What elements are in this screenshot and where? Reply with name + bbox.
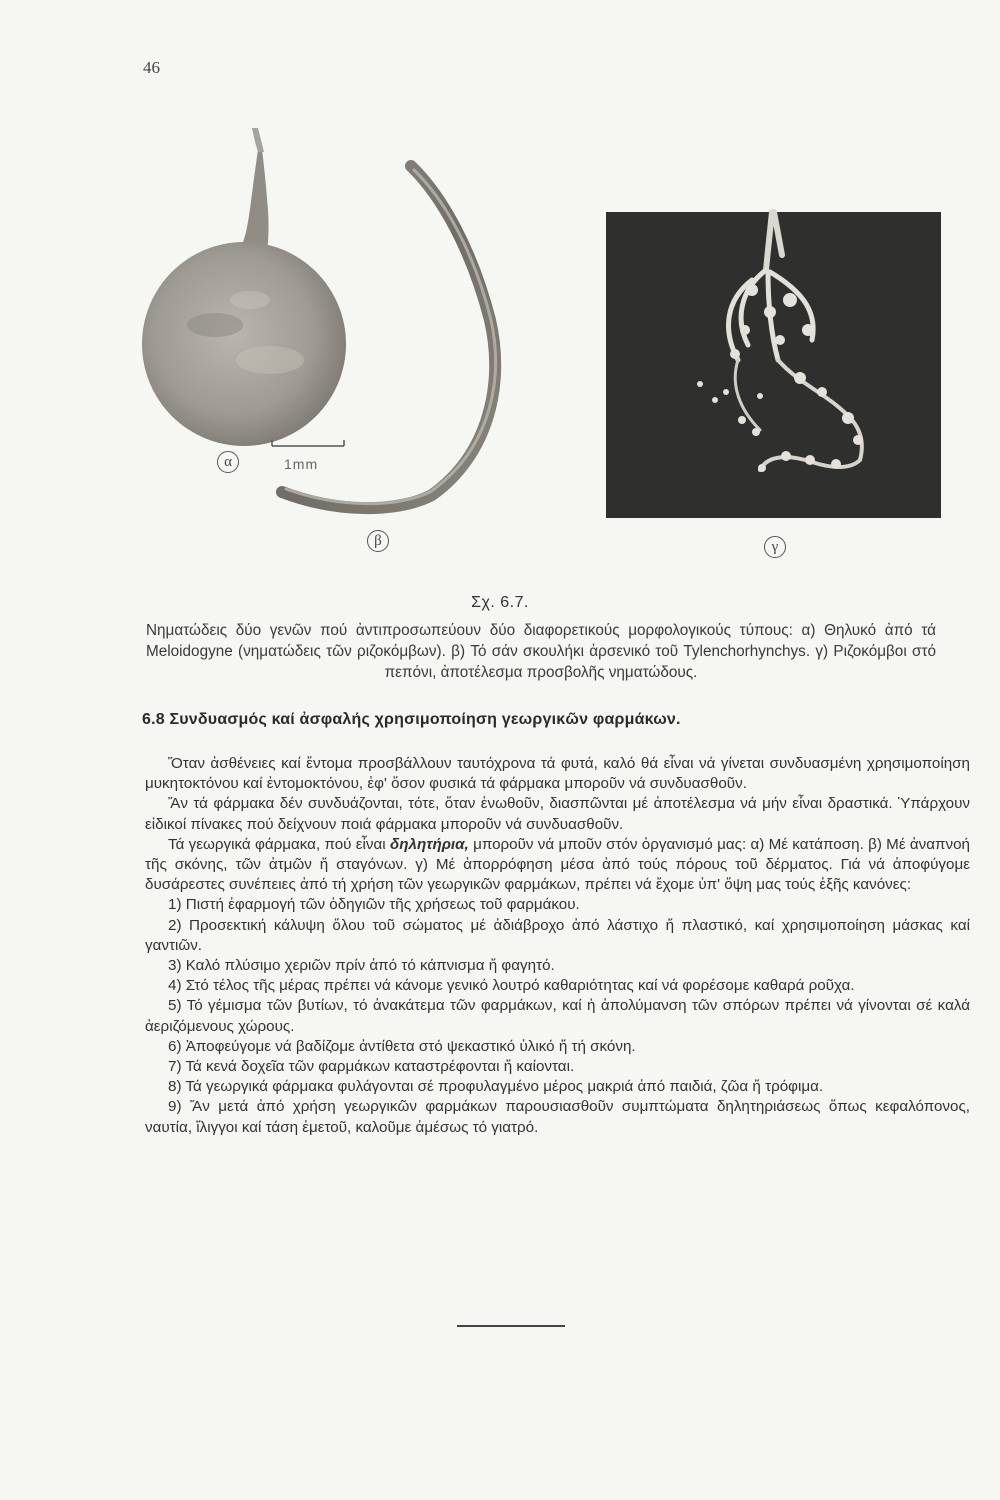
emphasis-poisons: δηλητήρια, [389, 835, 469, 853]
section-body [145, 754, 970, 1138]
list-item: 3) Καλό πλύσιμο χεριῶν πρίν ἀπό τό κάπνισμα ἤ φαγητό. [168, 957, 555, 975]
paragraph: Ἄν τά φάρμακα δέν συνδυάζονται, τότε, ὅταν ἑνωθοῦν, διασπῶνται μέ ἀποτέλεσμα νά μήν εἶναι δραστικά. Ὑπάρχουν εἰδικοί πίνακες πού δείχνουν ποιά φάρμακα μποροῦν νά συνδυασθοῦν. [145, 795, 970, 833]
end-rule [457, 1325, 565, 1327]
paragraph [145, 835, 970, 896]
list-item: 4) Στό τέλος τῆς μέρας πρέπει νά κάνομε γενικό λουτρό καθαριότητας καί νά φορέσομε καθαρά ροῦχα. [168, 977, 855, 995]
meloidogyne-female-image [142, 128, 346, 446]
section-heading: 6.8 Συνδυασμός καί ἀσφαλής χρησιμοποίηση γεωργικῶν φαρμάκων. [142, 711, 681, 728]
list-item: 8) Τά γεωργικά φάρμακα φυλάγονται σέ προφυλαγμένο μέρος μακριά ἀπό παιδιά, ζῶα ἤ τρόφιμα. [168, 1078, 824, 1096]
page-number: 46 [143, 58, 160, 77]
panel-label-b: β [367, 530, 389, 552]
figure-title: Σχ. 6.7. [471, 594, 529, 611]
list-item: 5) Τό γέμισμα τῶν βυτίων, τό ἀνακάτεμα τῶν φαρμάκων, καί ἡ ἀπολύμανση τῶν σπόρων πρέπει νά γίνονται σέ καλά ἀεριζόμενους χώρους. [145, 997, 970, 1035]
list-item: 7) Τά κενά δοχεῖα τῶν φαρμάκων καταστρέφονται ἤ καίονται. [168, 1058, 575, 1076]
list-item: 2) Προσεκτική κάλυψη ὅλου τοῦ σώματος μέ ἀδιάβροχο ἀπό λάστιχο ἤ πλαστικό, καί χρησιμοποίηση μάσκας καί γαντιῶν. [145, 916, 970, 954]
figure-caption: Νηματώδεις δύο γενῶν πού ἀντιπροσωπεύουν δύο διαφορετικούς μορφολογικούς τύπους: α) Θηλυκό ἀπό τά Meloidogyne (νηματώδεις τῶν ριζοκόμβων). β) Τό σάν σκουλήκι ἀρσενικό τοῦ Tylenchorhynchys. γ) Ριζοκόμβοι στό πεπόνι, ἀποτέλεσμα προσβολῆς νηματώδους. [146, 622, 936, 681]
root-knot-photo [606, 212, 941, 518]
list-item: 9) Ἄν μετά ἀπό χρήση γεωργικῶν φαρμάκων παρουσιασθοῦν συμπτώματα δηλητηριάσεως ὅπως κεφαλόπονος, ναυτία, ἴλιγγοι καί τάση ἐμετοῦ, καλοῦμε ἀμέσως τό γιατρό. [145, 1098, 970, 1136]
panel-label-a: α [217, 451, 239, 473]
figure-6-7 [0, 0, 1000, 580]
list-item: 6) Ἀποφεύγομε νά βαδίζομε ἀντίθετα στό ψεκαστικό ὑλικό ἤ τή σκόνη. [168, 1037, 636, 1055]
panel-label-c: γ [764, 536, 786, 558]
paragraph: Ὅταν ἀσθένειες καί ἔντομα προσβάλλουν ταυτόχρονα τά φυτά, καλό θά εἶναι νά γίνεται συνδυασμένη χρησιμοποίηση μυκητοκτόνου καί ἐντομοκτόνου, ἐφ' ὅσον φυσικά τά φάρμακα μποροῦν νά συνδυασθοῦν. [145, 755, 970, 793]
paragraph-text: Τά γεωργικά φάρμακα, πού εἶναι [168, 835, 390, 853]
paragraph-text: μποροῦν νά μποῦν στόν ὀργανισμό μας: α) Μέ κατάποση. β) Μέ ἀναπνοή τῆς σκόνης, τῶν ἀτμῶν ἤ σταγόνων. γ) Μέ ἀπορρόφηση μέσα ἀπό τούς πόρους τοῦ δέρματος. Γιά νά ἀποφύγομε δυσάρεστες συνέπειες ἀπό τή χρήση τῶν γεωργικῶν φαρμάκων, πρέπει νά ἔχομε ὑπ' ὄψη μας τούς ἑξῆς κανόνες: [145, 835, 970, 894]
list-item: 1) Πιστή ἐφαρμογή τῶν ὁδηγιῶν τῆς χρήσεως τοῦ φαρμάκου. [168, 896, 580, 914]
safety-rules-list [145, 895, 970, 1137]
scale-label: 1mm [284, 456, 319, 472]
